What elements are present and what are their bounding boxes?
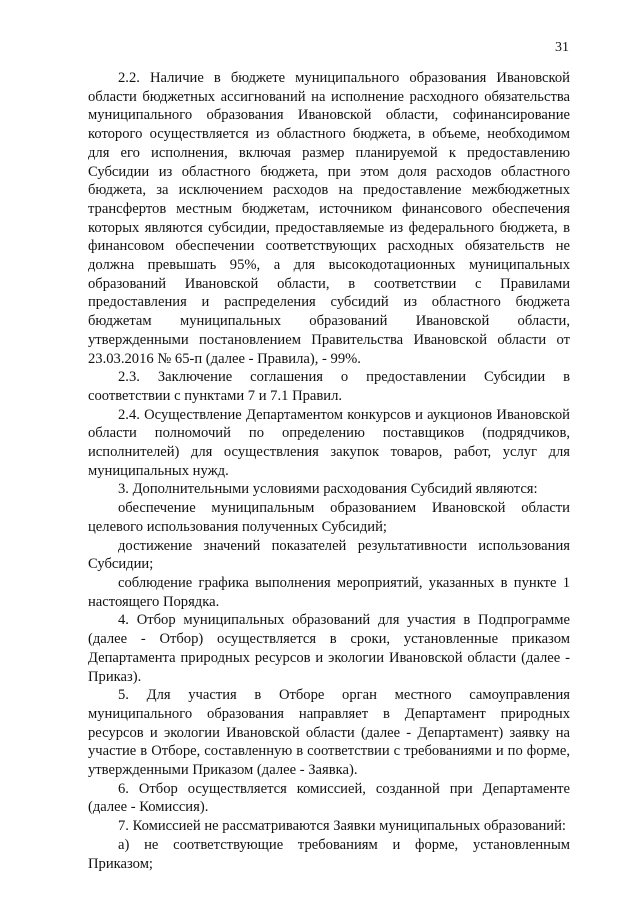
document-body xyxy=(88,69,570,873)
paragraph-condition-target-use: обеспечение муниципальным образованием Ивановской области целевого использования полученных Субсидий; xyxy=(88,500,570,535)
paragraph-7-a: а) не соответствующие требованиям и форме, установленным Приказом; xyxy=(88,836,570,872)
paragraph-2-4: 2.4. Осуществление Департаментом конкурсов и аукционов Ивановской области полномочий по определению поставщиков (подрядчиков, исполнителей) для осуществления закупок товаров, работ, услуг для муниципальных нужд. xyxy=(88,406,570,479)
paragraph-7: 7. Комиссией не рассматриваются Заявки муниципальных образований: xyxy=(118,818,566,835)
paragraph-2-2: 2.2. Наличие в бюджете муниципального образования Ивановской области бюджетных ассигнований на исполнение расходного обязательства муниципального образования Ивановской области, софинансирование которого осуществляется из областного бюджета, в объеме, необходимом для его исполнения, включая размер планируемой к предоставлению Субсидии из областного бюджета, при этом доля расходов областного бюджета, за исключением расходов на предоставление межбюджетных трансфертов местным бюджетам, источником финансового обеспечения которых являются субсидии, предоставляемые из федерального бюджета, в финансовом обеспечении соответствующих расходных обязательств не должна превышать 95%, а для высокодотационных муниципальных образований Ивановской области, в соответствии с Правилами предоставления и распределения субсидий из областного бюджета бюджетам муниципальных образований Ивановской области, утвержденными постановлением Правительства Ивановской области от 23.03.2016 № 65-п (далее - Правила), - 99%. xyxy=(88,70,570,367)
paragraph-3: 3. Дополнительными условиями расходования Субсидий являются: xyxy=(118,481,538,498)
paragraph-condition-indicators: достижение значений показателей результативности использования Субсидии; xyxy=(88,537,570,573)
paragraph-condition-schedule: соблюдение графика выполнения мероприятий, указанных в пункте 1 настоящего Порядка. xyxy=(88,574,570,610)
paragraph-4: 4. Отбор муниципальных образований для участия в Подпрограмме (далее - Отбор) осуществляется в сроки, установленные приказом Департамента природных ресурсов и экологии Ивановской области (далее - Приказ). xyxy=(88,612,570,685)
paragraph-5: 5. Для участия в Отборе орган местного самоуправления муниципального образования направляет в Департамент природных ресурсов и экологии Ивановской области (далее - Департамент) заявку на участие в Отборе, составленную в соответствии с требованиями и по форме, утвержденными Приказом (далее - Заявка). xyxy=(88,687,570,779)
paragraph-2-3: 2.3. Заключение соглашения о предоставлении Субсидии в соответствии с пунктами 7 и 7.1 Правил. xyxy=(88,369,570,404)
paragraph-6: 6. Отбор осуществляется комиссией, созданной при Департаменте (далее - Комиссия). xyxy=(88,780,570,816)
page-number: 31 xyxy=(555,40,569,55)
